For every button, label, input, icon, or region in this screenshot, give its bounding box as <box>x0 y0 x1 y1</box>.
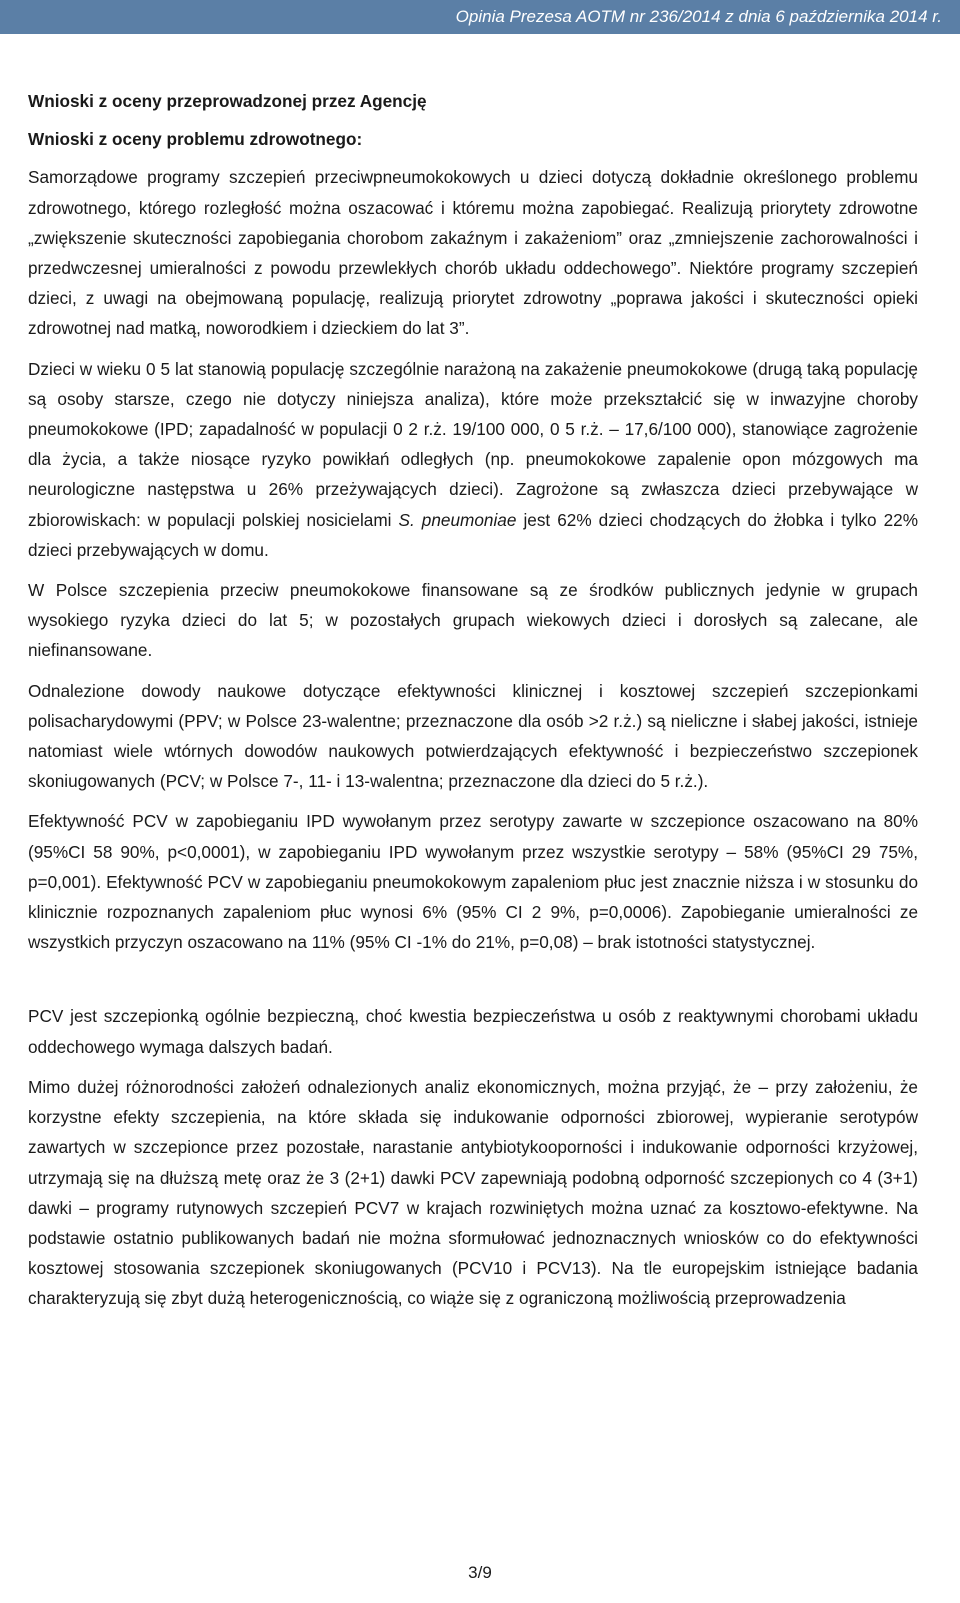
subsection-heading: Wnioski z oceny problemu zdrowotnego: <box>28 129 363 150</box>
page-number: 3/9 <box>468 1563 492 1582</box>
paragraph-population-text-b: jest 62% dzieci chodzących do żłobka i tylko 22% dzieci przebywających w domu. <box>28 509 918 560</box>
paragraph-economic: Mimo dużej różnorodności założeń odnalezionych analiz ekonomicznych, można przyjąć, że – przy założeniu, że korzystne efekty szczepienia, na które składa się indukowanie odporności zbiorowej, wypieranie serotypów zawartych w szczepionce przez pozostałe, narastanie antybiotykooporności i indukowanie odporności krzyżowej, utrzymają się na dłuższą metę oraz że 3 (2+1) dawki PCV zapewniają podobną odporność szczepionych co 4 (3+1) dawki – programy rutynowych szczepień PCV7 w krajach rozwiniętych można uznać za kosztowo-efektywne. Na podstawie ostatnio publikowanych badań nie można sformułować jednoznacznych wniosków co do efektywności kosztowej stosowania szczepionek skoniugowanych (PCV10 i PCV13). Na tle europejskim istniejące badania charakteryzują się zbyt dużą heterogenicznością, co wiąże się z ograniczoną możliwością przeprowadzenia <box>28 1076 918 1309</box>
running-title: Opinia Prezesa AOTM nr 236/2014 z dnia 6 października 2014 r. <box>455 7 942 26</box>
paragraph-evidence: Odnalezione dowody naukowe dotyczące efektywności klinicznej i kosztowej szczepień szczepionkami polisacharydowymi (PPV; w Polsce 23-walentne; przeznaczone dla osób >2 r.ż.) są nieliczne i słabej jakości, istnieje natomiast wiele wtórnych dowodów naukowych potwierdzających efektywność i bezpieczeństwo szczepionek skoniugowanych (PCV; w Polsce 7-, 11- i 13-walentna; przeznaczone dla dzieci do 5 r.ż.). <box>28 680 918 792</box>
spacer <box>28 967 918 1001</box>
paragraph-population <box>28 354 918 565</box>
species-name: S. pneumoniae <box>398 509 517 530</box>
paragraph-priorities: Samorządowe programy szczepień przeciwpneumokokowych u dzieci dotyczą dokładnie określonego problemu zdrowotnego, którego rozległość można oszacować i któremu można zapobiegać. Realizują priorytety zdrowotne „zwiększenie skuteczności zapobiegania chorobom zakaźnym i zakażeniom” oraz „zmniejszenie zachorowalności i przedwczesnej umieralności z powodu przewlekłych chorób układu oddechowego”. Niektóre programy szczepień dzieci, z uwagi na obejmowaną populację, realizują priorytet zdrowotny „poprawa jakości i skuteczności opieki zdrowotnej nad matką, noworodkiem i dzieckiem do lat 3”. <box>28 167 918 339</box>
paragraph-safety: PCV jest szczepionką ogólnie bezpieczną, choć kwestia bezpieczeństwa u osób z reaktywnymi chorobami układu oddechowego wymaga dalszych badań. <box>28 1006 918 1057</box>
paragraph-population-text-a: Dzieci w wieku 0 5 lat stanowią populację szczególnie narażoną na zakażenie pneumokokowe (drugą taką populację są osoby starsze, czego nie dotyczy niniejsza analiza), które może przekształcić się w inwazyjne choroby pneumokokowe (IPD; zapadalność w populacji 0 2 r.ż. 19/100 000, 0 5 r.ż. – 17,6/100 000), stanowiące zagrożenie dla życia, a także niosące ryzyko powikłań odległych (np. pneumokokowe zapalenie opon mózgowych ma neurologiczne następstwa u 26% przeżywających dzieci). Zagrożone są zwłaszcza dzieci przebywające w zbiorowiskach: w populacji polskiej nosicielami <box>28 358 918 530</box>
paragraph-financing: W Polsce szczepienia przeciw pneumokokowe finansowane są ze środków publicznych jedynie w grupach wysokiego ryzyka dzieci do lat 5; w pozostałych grupach wiekowych dzieci i dorosłych są zalecane, ale niefinansowane. <box>28 580 918 661</box>
document-body <box>28 86 918 1324</box>
section-heading: Wnioski z oceny przeprowadzonej przez Agencję <box>28 91 427 111</box>
page-header <box>0 0 960 34</box>
paragraph-effectiveness: Efektywność PCV w zapobieganiu IPD wywołanym przez serotypy zawarte w szczepionce oszacowano na 80% (95%CI 58 90%, p<0,0001), w zapobieganiu IPD wywołanym przez wszystkie serotypy – 58% (95%CI 29 75%, p=0,001). Efektywność PCV w zapobieganiu pneumokokowym zapaleniom płuc jest znacznie niższa i w stosunku do klinicznie rozpoznanych zapaleniom płuc wynosi 6% (95% CI 2 9%, p=0,0006). Zapobieganie umieralności ze wszystkich przyczyn oszacowano na 11% (95% CI -1% do 21%, p=0,08) – brak istotności statystycznej. <box>28 811 918 953</box>
